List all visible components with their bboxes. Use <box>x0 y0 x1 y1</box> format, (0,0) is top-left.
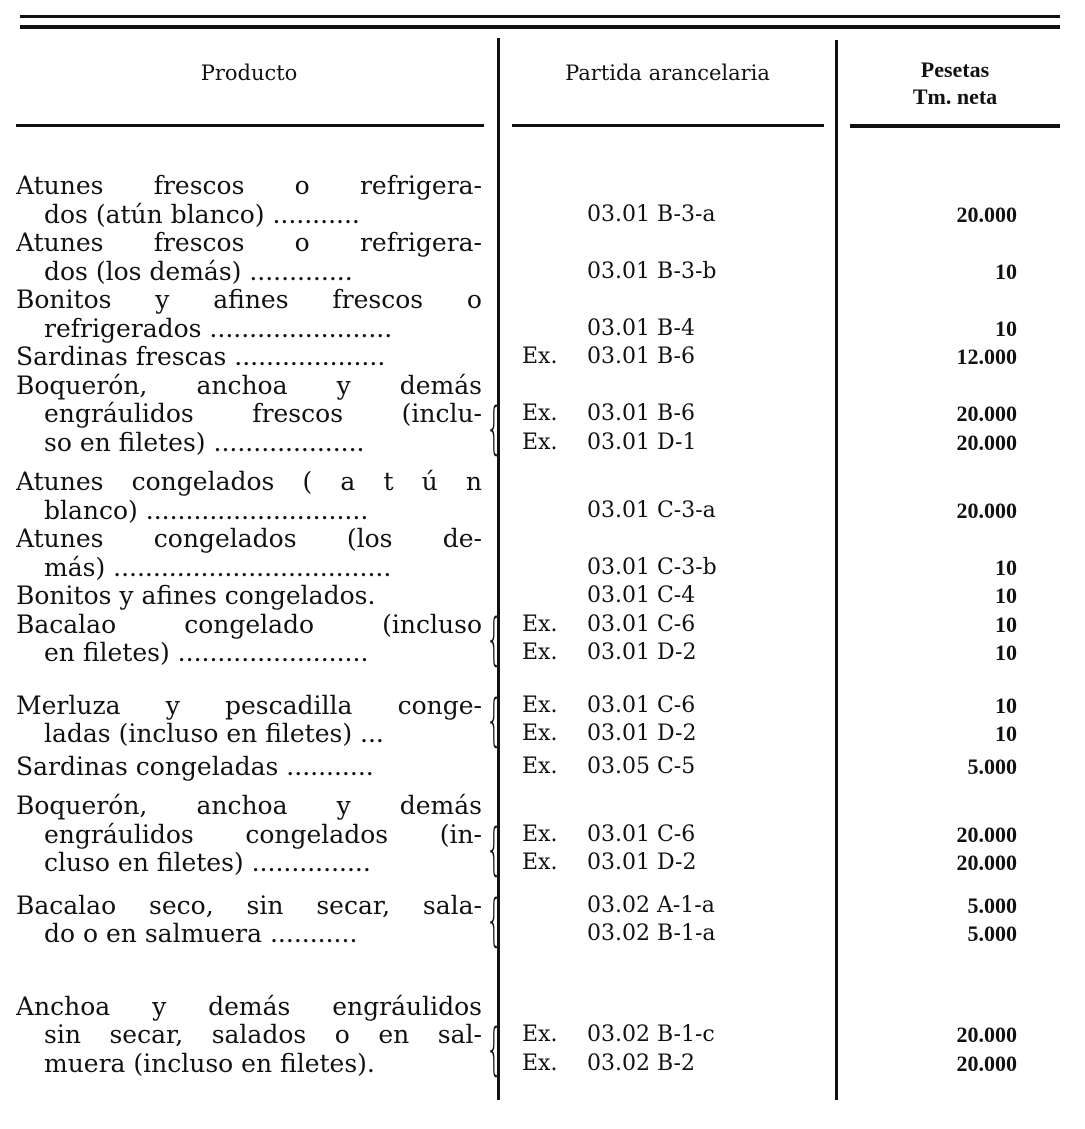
tariff-entry <box>522 1050 832 1079</box>
tariff-entry <box>522 201 832 230</box>
ex-prefix: Ex. <box>522 753 558 779</box>
product-line: Anchoa y demás engráulidos <box>16 992 482 1021</box>
brace-icon: { <box>486 396 503 461</box>
tariff-cell <box>522 611 832 668</box>
product-cell <box>0 525 482 582</box>
tariff-code: 03.01 D-2 <box>587 640 697 665</box>
product-line: cluso en filetes) ............... <box>44 849 371 877</box>
ex-prefix: Ex. <box>522 692 558 718</box>
product-cell <box>0 792 482 878</box>
pesetas-value: 20.000 <box>956 401 1017 426</box>
product-line: do o en salmuera ........... <box>44 920 358 948</box>
product-cell <box>0 892 482 949</box>
ex-prefix: Ex. <box>522 721 558 746</box>
pesetas-cell <box>832 582 1017 611</box>
tariff-entry <box>522 343 832 372</box>
tariff-code: 03.01 C-6 <box>587 692 696 718</box>
tariff-cell <box>522 525 832 582</box>
brace-icon <box>482 286 522 343</box>
product-line: más) ................................... <box>44 553 392 582</box>
tariff-code: 03.01 B-4 <box>587 315 695 341</box>
brace-icon <box>482 525 522 582</box>
tariff-cell <box>522 229 832 286</box>
tariff-code: 03.01 C-3-a <box>587 497 716 523</box>
ex-prefix: Ex. <box>522 1050 558 1076</box>
product-cell <box>0 343 482 372</box>
tariff-code: 03.02 B-1-c <box>587 1022 715 1047</box>
product-line: Atunes congelados ( a t ú n <box>16 468 482 496</box>
tariff-cell <box>522 372 832 458</box>
product-line: Sardinas congeladas ........... <box>16 752 374 781</box>
tariff-cell <box>522 753 832 782</box>
product-cell <box>0 372 482 458</box>
brace-icon: { <box>486 1017 503 1082</box>
product-line: Boquerón, anchoa y demás <box>16 792 482 820</box>
tariff-entry <box>522 720 832 749</box>
product-cell <box>0 753 482 782</box>
header-tm-neta: Tm. neta <box>912 84 998 109</box>
ex-prefix: Ex. <box>522 401 558 426</box>
product-line: engráulidos congelados (in- <box>44 820 482 849</box>
ex-prefix: Ex. <box>522 344 558 369</box>
tariff-entry <box>522 497 832 526</box>
product-cell <box>0 993 482 1079</box>
table-row <box>0 229 1085 286</box>
header-pesetas: Pesetas <box>920 57 990 82</box>
tariff-code: 03.01 D-1 <box>587 429 697 455</box>
pesetas-value: 10 <box>995 611 1017 637</box>
pesetas-value: 20.000 <box>956 429 1017 455</box>
tariff-entry <box>522 258 832 287</box>
product-line: ladas (incluso en filetes) ... <box>44 720 384 748</box>
product-line: Sardinas frescas ................... <box>16 343 386 371</box>
table-row <box>0 525 1085 582</box>
product-line: Bonitos y afines frescos o <box>16 286 482 314</box>
table-row <box>0 753 1085 782</box>
top-rule-2 <box>20 25 1060 29</box>
product-line: so en filetes) ................... <box>44 428 365 457</box>
tariff-entry <box>522 400 832 429</box>
tariff-cell <box>522 172 832 229</box>
product-line: dos (los demás) ............. <box>44 257 353 286</box>
tariff-code: 03.01 D-2 <box>587 721 697 746</box>
pesetas-cell <box>832 792 1017 878</box>
table-row <box>0 606 1085 672</box>
tariff-code: 03.01 B-3-a <box>587 201 716 227</box>
tariff-cell <box>522 692 832 749</box>
tariff-cell <box>522 792 832 878</box>
product-cell <box>0 692 482 749</box>
pesetas-value: 10 <box>995 721 1017 746</box>
brace-icon: { <box>486 606 503 672</box>
tariff-code: 03.01 C-3-b <box>587 554 717 580</box>
pesetas-cell <box>832 525 1017 582</box>
pesetas-cell <box>832 753 1017 782</box>
brace-icon <box>482 229 522 286</box>
pesetas-value: 10 <box>995 692 1017 718</box>
tariff-entry <box>522 849 832 878</box>
ex-prefix: Ex. <box>522 1022 558 1047</box>
product-line: sin secar, salados o en sal- <box>44 1021 482 1049</box>
tariff-entry <box>522 611 832 640</box>
brace-icon <box>482 343 522 372</box>
pesetas-value: 10 <box>995 583 1017 608</box>
tariff-cell <box>522 993 832 1079</box>
ex-prefix <box>522 892 587 921</box>
header-rule-product <box>16 124 484 127</box>
header-rule-pesetas <box>850 124 1060 128</box>
product-line: dos (atún blanco) ........... <box>44 200 360 229</box>
pesetas-cell <box>832 229 1017 286</box>
pesetas-value: 20.000 <box>956 821 1017 847</box>
ex-prefix: Ex. <box>522 611 558 637</box>
table-row <box>0 343 1085 372</box>
brace-icon: { <box>486 816 503 882</box>
brace-icon <box>482 172 522 229</box>
product-line: en filetes) ........................ <box>44 639 369 667</box>
ex-prefix: Ex. <box>522 821 558 847</box>
pesetas-value: 10 <box>995 640 1017 665</box>
tariff-code: 03.01 D-2 <box>587 850 697 875</box>
pesetas-value: 10 <box>995 258 1017 284</box>
pesetas-cell <box>832 372 1017 458</box>
ex-prefix <box>522 201 587 230</box>
pesetas-cell <box>832 892 1017 949</box>
tariff-entry <box>522 821 832 850</box>
tariff-entry <box>522 554 832 583</box>
top-rule-1 <box>20 15 1060 18</box>
ex-prefix <box>522 258 587 287</box>
ex-prefix <box>522 554 587 583</box>
tariff-code: 03.01 B-3-b <box>587 258 717 284</box>
product-line: Bonitos y afines congelados. <box>16 582 376 610</box>
table-row <box>0 687 1085 753</box>
product-line: Bacalao seco, sin secar, sala- <box>16 891 482 920</box>
table-row <box>0 371 1085 461</box>
tariff-code: 03.01 C-4 <box>587 583 696 608</box>
pesetas-cell <box>832 692 1017 749</box>
table-row <box>0 792 1085 882</box>
table-row <box>0 468 1085 525</box>
pesetas-value: 20.000 <box>956 1022 1017 1047</box>
product-line: muera (incluso en filetes). <box>44 1049 375 1078</box>
pesetas-cell <box>832 343 1017 372</box>
pesetas-value: 20.000 <box>956 1050 1017 1076</box>
table-row <box>0 172 1085 229</box>
tariff-cell <box>522 468 832 525</box>
pesetas-value: 5.000 <box>967 753 1017 779</box>
pesetas-cell <box>832 172 1017 229</box>
tariff-cell <box>522 892 832 949</box>
tariff-code: 03.05 C-5 <box>587 753 696 779</box>
pesetas-value: 5.000 <box>967 921 1017 946</box>
ex-prefix: Ex. <box>522 429 558 455</box>
pesetas-value: 20.000 <box>956 201 1017 227</box>
tariff-entry <box>522 315 832 344</box>
brace-icon: { <box>486 887 503 953</box>
ex-prefix: Ex. <box>522 850 558 875</box>
table-row <box>0 992 1085 1082</box>
product-line: Atunes frescos o refrigera- <box>16 172 482 200</box>
product-cell <box>0 582 482 611</box>
tariff-entry <box>522 692 832 721</box>
pesetas-value: 5.000 <box>967 892 1017 918</box>
pesetas-value: 10 <box>995 554 1017 580</box>
tariff-entry <box>522 753 832 782</box>
product-line: engráulidos frescos (inclu- <box>44 400 482 428</box>
tariff-entry <box>522 892 832 921</box>
product-line: Boquerón, anchoa y demás <box>16 371 482 400</box>
ex-prefix <box>522 920 587 949</box>
header-tariff: Partida arancelaria <box>565 61 770 85</box>
pesetas-cell <box>832 468 1017 525</box>
tariff-entry <box>522 582 832 611</box>
ex-prefix <box>522 582 587 611</box>
ex-prefix <box>522 315 587 344</box>
tariff-code: 03.01 C-6 <box>587 821 696 847</box>
table-row <box>0 582 1085 611</box>
tariff-entry <box>522 1021 832 1050</box>
ex-prefix <box>522 497 587 526</box>
table-body <box>0 172 1085 1082</box>
tariff-code: 03.01 B-6 <box>587 344 695 369</box>
tariff-code: 03.02 B-1-a <box>587 921 716 946</box>
tariff-code: 03.01 C-6 <box>587 611 696 637</box>
table-row <box>0 887 1085 953</box>
pesetas-cell <box>832 286 1017 343</box>
pesetas-value: 20.000 <box>956 850 1017 875</box>
product-line: Bacalao congelado (incluso <box>16 610 482 639</box>
tariff-cell <box>522 343 832 372</box>
product-cell <box>0 172 482 229</box>
tariff-cell <box>522 286 832 343</box>
product-cell <box>0 286 482 343</box>
pesetas-cell <box>832 611 1017 668</box>
tariff-entry <box>522 639 832 668</box>
product-line: refrigerados ....................... <box>44 314 393 343</box>
brace-icon <box>482 468 522 525</box>
product-line: Merluza y pescadilla conge- <box>16 691 482 720</box>
brace-icon <box>482 753 522 782</box>
product-line: Atunes congelados (los de- <box>16 525 482 553</box>
pesetas-cell <box>832 993 1017 1079</box>
tariff-cell <box>522 582 832 611</box>
tariff-code: 03.02 A-1-a <box>587 892 715 918</box>
header-product: Producto <box>200 61 298 85</box>
brace-icon: { <box>486 687 503 753</box>
pesetas-value: 10 <box>995 315 1017 341</box>
product-line: Atunes frescos o refrigera- <box>16 229 482 257</box>
tariff-code: 03.01 B-6 <box>587 401 695 426</box>
pesetas-value: 12.000 <box>956 344 1017 369</box>
product-cell <box>0 611 482 668</box>
product-cell <box>0 468 482 525</box>
product-cell <box>0 229 482 286</box>
table-row <box>0 286 1085 343</box>
header-rule-tariff <box>512 124 824 127</box>
tariff-entry <box>522 429 832 458</box>
tariff-entry <box>522 920 832 949</box>
tariff-code: 03.02 B-2 <box>587 1050 695 1076</box>
ex-prefix: Ex. <box>522 640 558 665</box>
pesetas-value: 20.000 <box>956 497 1017 523</box>
product-line: blanco) ............................ <box>44 496 369 525</box>
